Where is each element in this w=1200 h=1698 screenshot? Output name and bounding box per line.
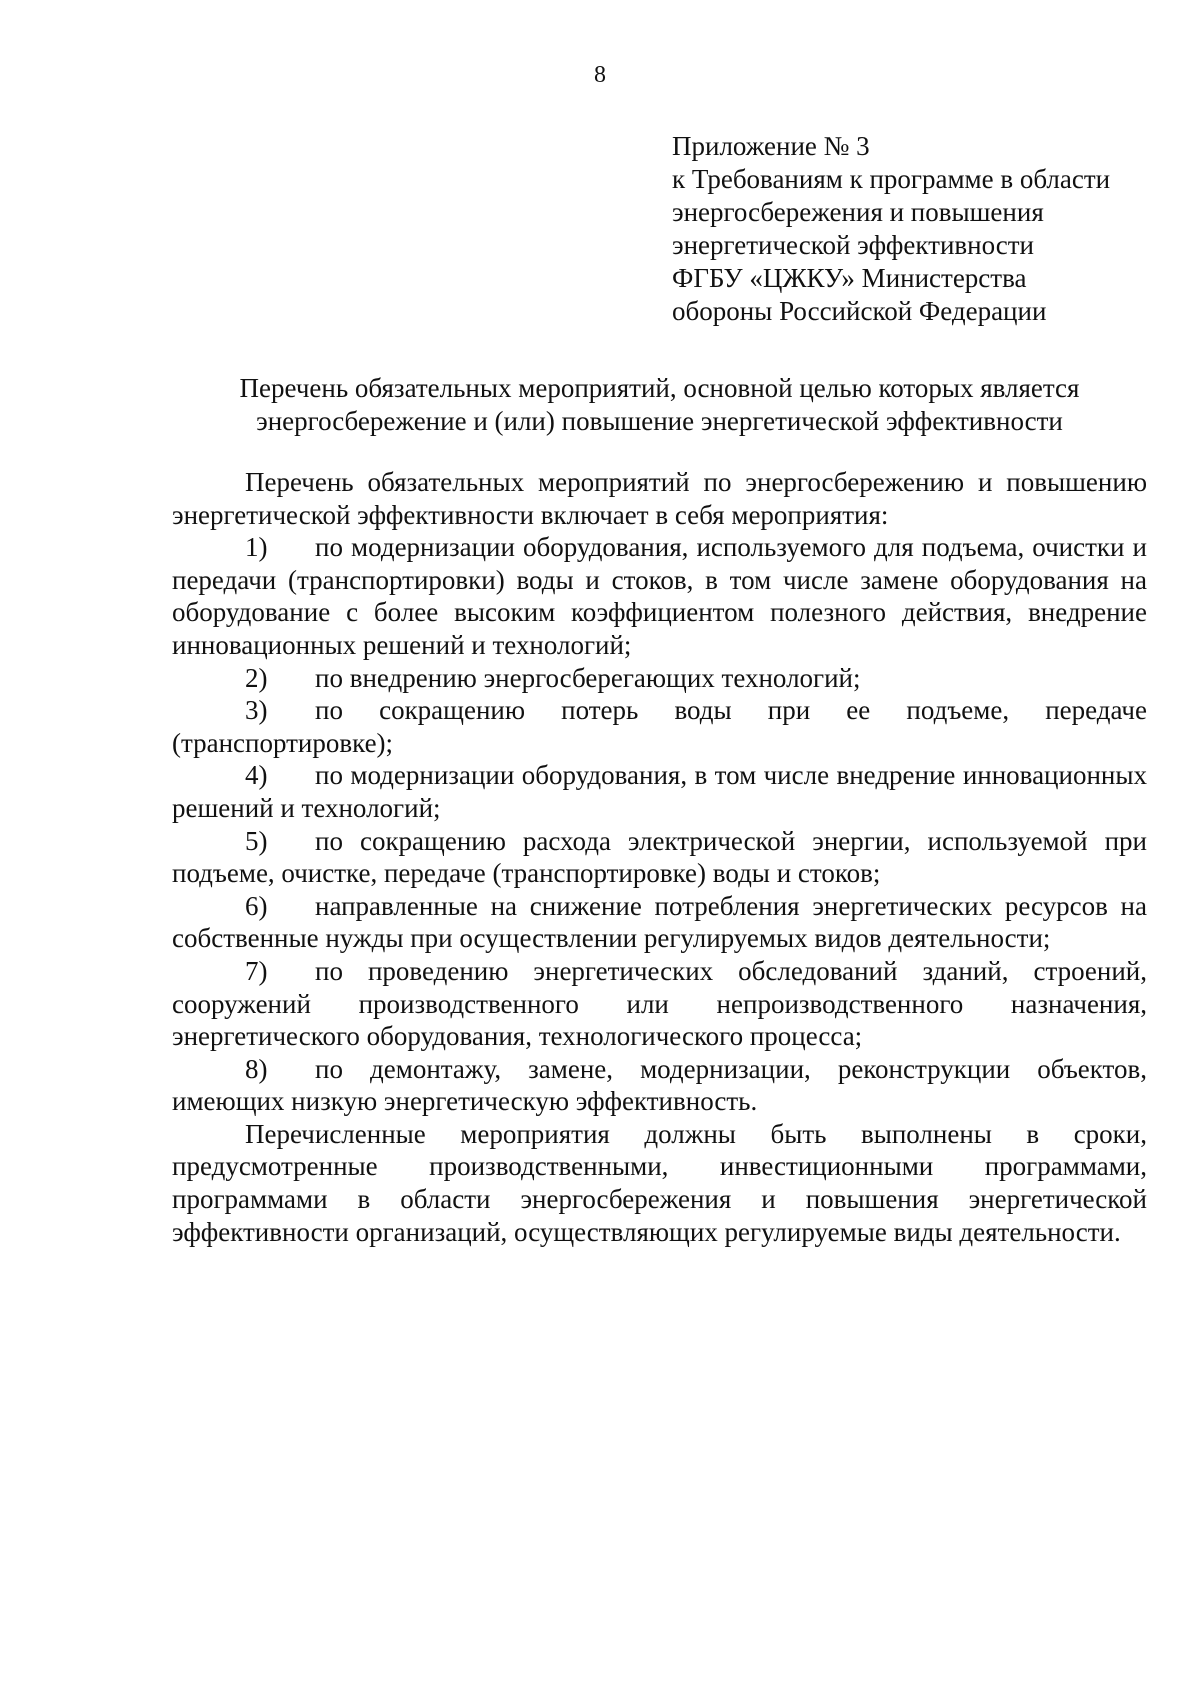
appendix-line: энергосбережения и повышения (672, 197, 1044, 227)
list-item (172, 662, 1147, 695)
document-body (172, 466, 1147, 1248)
appendix-line: Приложение № 3 (672, 131, 870, 161)
list-item-text: направленные на снижение потребления энергетических ресурсов на собственные нужды при осуществлении регулируемых видов деятельности; (172, 890, 1147, 954)
appendix-header (672, 130, 1172, 328)
list-item (172, 825, 1147, 890)
list-item-number: 4) (245, 760, 268, 791)
title-line-1: Перечень обязательных мероприятий, основной целью которых является (239, 373, 1080, 403)
appendix-line: ФГБУ «ЦЖКУ» Министерства (672, 263, 1027, 293)
list-item (172, 1053, 1147, 1118)
closing-paragraph: Перечисленные мероприятия должны быть выполнены в сроки, предусмотренные производственными, инвестиционными программами, программами в области энергосбережения и повышения энергетической эффективности организаций, осуществляющих регулируемые виды деятельности. (172, 1118, 1147, 1247)
list-item-number: 3) (245, 695, 268, 726)
intro-paragraph: Перечень обязательных мероприятий по энергосбережению и повышению энергетической эффективности включает в себя мероприятия: (172, 467, 1147, 530)
appendix-line: обороны Российской Федерации (672, 296, 1047, 326)
list-item-text: по проведению энергетических обследований зданий, строений, сооружений производственного или непроизводственного назначения, энергетического оборудования, технологического процесса; (172, 955, 1147, 1052)
list-item-text: по демонтажу, замене, модернизации, реконструкции объектов, имеющих низкую энергетическую эффективность. (172, 1053, 1147, 1117)
list-item-text: по внедрению энергосберегающих технологий; (315, 662, 861, 693)
list-item-number: 8) (245, 1053, 268, 1084)
document-title (172, 372, 1147, 438)
list-item (172, 759, 1147, 824)
list-item-number: 5) (245, 825, 268, 856)
appendix-line: энергетической эффективности (672, 230, 1034, 260)
list-item-number: 6) (245, 890, 268, 921)
list-item-number: 7) (245, 955, 268, 986)
list-item (172, 890, 1147, 955)
list-item-text: по модернизации оборудования, в том числе внедрение инновационных решений и технологий; (172, 760, 1147, 823)
appendix-line: к Требованиям к программе в области (672, 164, 1111, 194)
list-item (172, 694, 1147, 759)
title-line-2: энергосбережение и (или) повышение энергетической эффективности (256, 406, 1063, 436)
page-number: 8 (594, 62, 606, 88)
list-item-text: по модернизации оборудования, используемого для подъема, очистки и передачи (транспортировки) воды и стоков, в том числе замене оборудования на оборудование с более высоким коэффициентом полезного действия, внедрение инновационных решений и технологий; (172, 532, 1147, 660)
list-item (172, 531, 1147, 661)
list-item (172, 955, 1147, 1053)
list-item-text: по сокращению расхода электрической энергии, используемой при подъеме, очистке, передаче (транспортировке) воды и стоков; (172, 825, 1147, 889)
list-item-number: 1) (245, 532, 268, 563)
list-item-number: 2) (245, 662, 268, 693)
list-item-text: по сокращению потерь воды при ее подъеме, передаче (транспортировке); (172, 695, 1147, 758)
